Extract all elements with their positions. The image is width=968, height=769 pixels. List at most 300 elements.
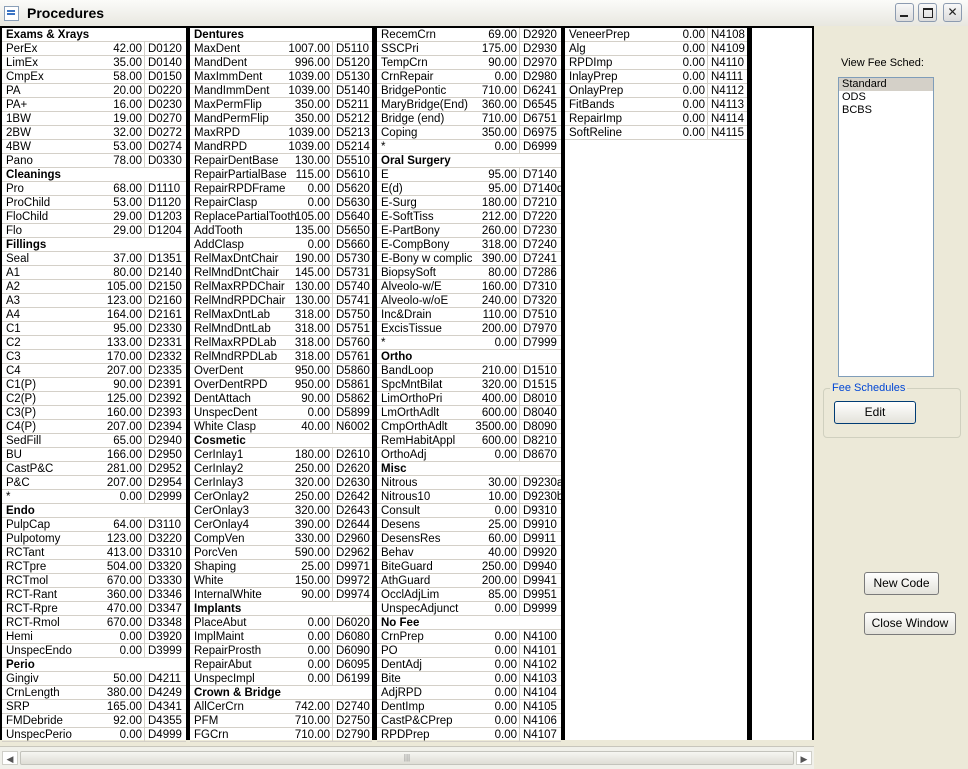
procedure-row[interactable]: [190, 56, 372, 70]
procedure-fee: 0.00: [494, 141, 517, 153]
procedure-row[interactable]: [565, 98, 747, 112]
procedure-row[interactable]: [377, 56, 561, 70]
procedure-description: SedFill: [6, 435, 42, 447]
procedure-code: D5130: [336, 71, 370, 83]
procedure-row[interactable]: [377, 728, 561, 742]
procedure-description: RPDImp: [569, 57, 613, 69]
category-header-row[interactable]: [190, 686, 372, 700]
procedure-row[interactable]: [377, 700, 561, 714]
procedure-row[interactable]: [190, 616, 372, 630]
procedure-description: UnspecImpl: [194, 673, 255, 685]
procedure-row[interactable]: [2, 602, 186, 616]
procedure-description: UnspecAdjunct: [381, 603, 459, 615]
procedure-row[interactable]: [377, 112, 561, 126]
procedure-fee: 950.00: [294, 365, 330, 377]
procedure-row[interactable]: [2, 448, 186, 462]
procedure-row[interactable]: [190, 644, 372, 658]
procedure-row[interactable]: [2, 630, 186, 644]
procedure-code: D0274: [148, 141, 182, 153]
procedure-row[interactable]: [2, 98, 186, 112]
procedure-row[interactable]: [2, 644, 186, 658]
procedure-row[interactable]: [377, 182, 564, 196]
procedure-row[interactable]: [377, 392, 561, 406]
procedure-fee: 390.00: [481, 253, 517, 265]
procedure-description: OverDentRPD: [194, 379, 268, 391]
procedure-row[interactable]: [190, 210, 372, 224]
procedure-row[interactable]: [2, 686, 186, 700]
procedure-row[interactable]: [565, 56, 747, 70]
fee-schedule-option[interactable]: Standard: [839, 78, 933, 91]
edit-button[interactable]: Edit: [834, 401, 916, 424]
procedure-row[interactable]: [2, 546, 186, 560]
procedure-description: MaxDent: [194, 43, 241, 55]
procedure-description: Pano: [6, 155, 33, 167]
procedure-fee: 16.00: [113, 99, 142, 111]
category-header-row[interactable]: [2, 28, 186, 42]
procedure-description: Pulpotomy: [6, 533, 61, 545]
procedure-row[interactable]: [190, 574, 372, 588]
procedure-row[interactable]: [377, 266, 561, 280]
procedure-fee: 135.00: [294, 225, 330, 237]
procedure-code: D5212: [336, 113, 370, 125]
procedure-row[interactable]: [2, 126, 186, 140]
procedure-code: D7240: [523, 239, 557, 251]
procedure-row[interactable]: [190, 322, 372, 336]
procedure-description: CerInlay3: [194, 477, 244, 489]
procedure-row[interactable]: [2, 490, 186, 504]
procedure-code: D5860: [336, 365, 370, 377]
procedure-row[interactable]: [377, 630, 561, 644]
procedure-row[interactable]: [190, 70, 372, 84]
procedure-description: 2BW: [6, 127, 31, 139]
procedure-row[interactable]: [377, 518, 561, 532]
procedure-code: D0272: [148, 127, 182, 139]
procedure-row[interactable]: [2, 140, 186, 154]
procedure-row[interactable]: [377, 308, 561, 322]
procedure-row[interactable]: [190, 42, 372, 56]
procedure-row[interactable]: [2, 252, 186, 266]
procedure-code: D7230: [523, 225, 557, 237]
procedure-row[interactable]: [377, 28, 561, 42]
procedure-description: A2: [6, 281, 21, 293]
procedure-description: MandRPD: [194, 141, 248, 153]
procedure-fee: 25.00: [488, 519, 517, 531]
procedure-fee: 318.00: [294, 337, 330, 349]
procedure-row[interactable]: [190, 560, 372, 574]
procedure-row[interactable]: [2, 224, 186, 238]
procedure-row[interactable]: [190, 532, 372, 546]
procedure-row[interactable]: [377, 658, 561, 672]
procedure-fee: 20.00: [113, 85, 142, 97]
procedure-description: BandLoop: [381, 365, 434, 377]
procedure-row[interactable]: [565, 28, 747, 42]
procedure-row[interactable]: [377, 602, 561, 616]
procedure-row[interactable]: [377, 686, 561, 700]
procedure-code: D1203: [148, 211, 182, 223]
procedure-row[interactable]: [190, 364, 372, 378]
procedure-code: D9911: [523, 533, 557, 545]
procedure-row[interactable]: [377, 406, 561, 420]
procedure-row[interactable]: [377, 588, 561, 602]
procedure-row[interactable]: [190, 476, 372, 490]
procedure-row[interactable]: [2, 196, 186, 210]
procedure-code: N4112: [711, 85, 745, 97]
procedure-row[interactable]: [2, 364, 186, 378]
procedure-row[interactable]: [190, 490, 372, 504]
procedure-row[interactable]: [190, 140, 372, 154]
procedure-description: CmpOrthAdlt: [381, 421, 448, 433]
procedure-row[interactable]: [190, 112, 372, 126]
procedure-description: Nitrous10: [381, 491, 431, 503]
procedure-row[interactable]: [2, 420, 186, 434]
procedure-row[interactable]: [190, 294, 372, 308]
procedure-fee: 0.00: [682, 113, 705, 125]
procedure-row[interactable]: [377, 504, 561, 518]
procedure-description: Alveolo-w/oE: [381, 295, 449, 307]
scroll-right-icon[interactable]: ▶: [796, 751, 812, 765]
procedure-row[interactable]: [190, 336, 372, 350]
procedure-row[interactable]: [2, 728, 186, 742]
procedure-row[interactable]: [377, 644, 561, 658]
procedure-row[interactable]: [377, 364, 561, 378]
procedure-row[interactable]: [2, 70, 186, 84]
procedure-row[interactable]: [190, 462, 372, 476]
category-header-row[interactable]: [2, 658, 186, 672]
procedure-fee: 320.00: [294, 477, 330, 489]
procedure-code: D5610: [336, 169, 370, 181]
procedure-fee: 0.00: [494, 337, 517, 349]
procedure-description: C2: [6, 337, 21, 349]
procedure-row[interactable]: [190, 588, 372, 602]
category-header-row[interactable]: [190, 602, 372, 616]
procedure-row[interactable]: [377, 84, 561, 98]
procedure-code: D8210: [523, 435, 557, 447]
category-header: Endo: [6, 505, 35, 517]
procedure-row[interactable]: [2, 672, 186, 686]
procedure-code: N4102: [523, 659, 557, 671]
procedure-row[interactable]: [377, 574, 561, 588]
procedure-row[interactable]: [377, 546, 561, 560]
procedure-code: D5620: [336, 183, 370, 195]
category-header: No Fee: [381, 617, 420, 629]
procedure-row[interactable]: [377, 448, 561, 462]
close-window-button[interactable]: Close Window: [864, 612, 956, 635]
category-header-row[interactable]: [2, 504, 186, 518]
procedure-code: D5510: [336, 155, 370, 167]
procedure-fee: 40.00: [301, 421, 330, 433]
procedure-row[interactable]: [2, 112, 186, 126]
procedure-fee: 64.00: [113, 519, 142, 531]
procedure-code: D1510: [523, 365, 557, 377]
procedure-row[interactable]: [377, 336, 561, 350]
category-header-row[interactable]: [2, 168, 186, 182]
procedure-row[interactable]: [2, 56, 186, 70]
procedure-description: *: [381, 141, 386, 153]
procedure-description: RPDPrep: [381, 729, 430, 741]
procedure-row[interactable]: [377, 168, 561, 182]
procedure-row[interactable]: [565, 84, 747, 98]
procedure-fee: 318.00: [294, 323, 330, 335]
procedure-row[interactable]: [190, 266, 372, 280]
procedure-code: N4113: [711, 99, 745, 111]
procedure-row[interactable]: [2, 182, 186, 196]
procedure-row[interactable]: [190, 182, 372, 196]
procedure-row[interactable]: [2, 350, 186, 364]
procedure-row[interactable]: [377, 378, 561, 392]
procedure-fee: 123.00: [106, 533, 142, 545]
procedure-code: D9230a: [523, 477, 564, 489]
procedure-code: D4211: [148, 673, 182, 685]
procedure-code: D6090: [336, 645, 370, 657]
procedure-fee: 175.00: [481, 43, 517, 55]
procedure-row[interactable]: [190, 378, 372, 392]
procedure-fee: 90.00: [488, 57, 517, 69]
procedure-code: D5760: [336, 337, 370, 349]
procedure-row[interactable]: [2, 294, 186, 308]
procedure-code: D2750: [336, 715, 370, 727]
procedure-row[interactable]: [377, 252, 561, 266]
scroll-thumb[interactable]: |||: [20, 751, 794, 765]
procedure-row[interactable]: [2, 336, 186, 350]
procedure-fee: 190.00: [294, 253, 330, 265]
procedure-row[interactable]: [2, 700, 186, 714]
maximize-button[interactable]: [918, 3, 937, 22]
procedure-fee: 470.00: [106, 603, 142, 615]
procedure-code: D2999: [148, 491, 182, 503]
procedure-fee: 53.00: [113, 141, 142, 153]
fee-schedule-option[interactable]: BCBS: [842, 104, 872, 116]
procedure-row[interactable]: [377, 714, 561, 728]
procedure-row[interactable]: [190, 518, 372, 532]
procedure-description: DesensRes: [381, 533, 441, 545]
procedure-fee: 150.00: [294, 575, 330, 587]
category-header-row[interactable]: [190, 434, 372, 448]
procedure-fee: 164.00: [106, 309, 142, 321]
procedure-row[interactable]: [2, 574, 186, 588]
procedure-description: C1: [6, 323, 21, 335]
category-header-row[interactable]: [2, 238, 186, 252]
procedure-description: CerOnlay4: [194, 519, 249, 531]
procedure-description: CastP&C: [6, 463, 54, 475]
procedure-row[interactable]: [190, 126, 372, 140]
procedure-description: MaxPermFlip: [194, 99, 262, 111]
procedure-row[interactable]: [377, 98, 561, 112]
horizontal-scrollbar[interactable]: [0, 746, 814, 769]
procedure-fee: 165.00: [106, 701, 142, 713]
procedure-description: C3(P): [6, 407, 37, 419]
procedure-row[interactable]: [377, 280, 561, 294]
procedure-row[interactable]: [190, 224, 372, 238]
procedure-fee: 0.00: [494, 715, 517, 727]
procedure-fee: 1039.00: [288, 141, 330, 153]
category-header: Oral Surgery: [381, 155, 451, 167]
procedure-row[interactable]: [377, 126, 561, 140]
procedure-row[interactable]: [2, 588, 186, 602]
procedure-row[interactable]: [2, 154, 186, 168]
procedure-row[interactable]: [190, 280, 372, 294]
procedure-fee: 0.00: [307, 183, 330, 195]
fee-schedule-listbox[interactable]: [838, 77, 934, 377]
procedure-fee: 90.00: [301, 393, 330, 405]
close-window-x-button[interactable]: ✕: [943, 3, 962, 22]
procedure-code: D0120: [148, 43, 182, 55]
procedure-code: D7241: [523, 253, 557, 265]
procedure-code: D7286: [523, 267, 557, 279]
procedure-row[interactable]: [377, 420, 561, 434]
procedure-description: OcclAdjLim: [381, 589, 440, 601]
procedure-code: D2970: [523, 57, 557, 69]
procedure-row[interactable]: [2, 42, 186, 56]
procedure-fee: 320.00: [294, 505, 330, 517]
procedure-row[interactable]: [190, 252, 372, 266]
category-header-row[interactable]: [377, 154, 561, 168]
procedure-row[interactable]: [2, 308, 186, 322]
procedure-row[interactable]: [2, 84, 186, 98]
procedure-row[interactable]: [190, 420, 372, 434]
procedure-fee: 0.00: [119, 631, 142, 643]
procedure-code: D6199: [336, 673, 370, 685]
procedure-code: D0230: [148, 99, 182, 111]
procedure-fee: 207.00: [106, 421, 142, 433]
procedure-description: Nitrous: [381, 477, 418, 489]
procedure-description: RepairProsth: [194, 645, 262, 657]
procedure-row[interactable]: [565, 126, 747, 140]
procedure-code: D7320: [523, 295, 557, 307]
procedure-description: CastP&CPrep: [381, 715, 453, 727]
procedure-row[interactable]: [377, 322, 561, 336]
procedure-description: RelMndRPDLab: [194, 351, 278, 363]
procedure-description: LimEx: [6, 57, 38, 69]
procedure-row[interactable]: [190, 630, 372, 644]
procedure-fee: 0.00: [682, 43, 705, 55]
procedure-row[interactable]: [377, 196, 561, 210]
procedure-row[interactable]: [565, 112, 747, 126]
procedure-code: D5630: [336, 197, 370, 209]
procedure-code: D2644: [336, 519, 370, 531]
procedure-row[interactable]: [190, 504, 372, 518]
procedure-row[interactable]: [2, 210, 186, 224]
procedure-description: FitBands: [569, 99, 615, 111]
category-header-row[interactable]: [190, 28, 372, 42]
window-title: Procedures: [27, 5, 105, 21]
minimize-button[interactable]: [895, 3, 914, 22]
procedure-row[interactable]: [2, 280, 186, 294]
category-header-row[interactable]: [377, 616, 561, 630]
procedure-row[interactable]: [190, 196, 372, 210]
procedure-row[interactable]: [2, 378, 186, 392]
procedure-code: D2394: [148, 421, 182, 433]
procedure-row[interactable]: [2, 434, 186, 448]
procedure-row[interactable]: [190, 728, 372, 742]
new-code-button[interactable]: New Code: [864, 572, 939, 595]
procedure-row[interactable]: [377, 210, 561, 224]
procedure-row[interactable]: [190, 84, 372, 98]
procedure-code: D9974: [336, 589, 370, 601]
procedure-row[interactable]: [190, 672, 372, 686]
procedure-row[interactable]: [2, 322, 186, 336]
procedure-fee: 125.00: [106, 393, 142, 405]
procedure-row[interactable]: [190, 168, 372, 182]
procedure-row[interactable]: [377, 476, 564, 490]
procedure-row[interactable]: [377, 42, 561, 56]
category-header-row[interactable]: [377, 350, 561, 364]
procedure-row[interactable]: [190, 546, 372, 560]
procedure-row[interactable]: [190, 658, 372, 672]
category-header-row[interactable]: [377, 462, 561, 476]
procedure-fee: 1039.00: [288, 71, 330, 83]
fee-schedule-option[interactable]: ODS: [842, 91, 866, 103]
procedure-column-4: [565, 28, 747, 740]
procedure-row[interactable]: [190, 154, 372, 168]
procedure-code: D1120: [148, 197, 182, 209]
procedure-row[interactable]: [2, 560, 186, 574]
procedure-row[interactable]: [377, 70, 561, 84]
procedure-row[interactable]: [190, 700, 372, 714]
procedure-row[interactable]: [377, 490, 564, 504]
procedure-row[interactable]: [190, 714, 372, 728]
procedure-code: D7510: [523, 309, 557, 321]
procedure-row[interactable]: [377, 560, 561, 574]
procedure-row[interactable]: [565, 42, 747, 56]
procedure-row[interactable]: [2, 462, 186, 476]
procedure-fee: 65.00: [113, 435, 142, 447]
procedure-code: D5640: [336, 211, 370, 223]
scroll-left-icon[interactable]: ◀: [2, 751, 18, 765]
procedure-row[interactable]: [2, 266, 186, 280]
procedure-fee: 0.00: [494, 645, 517, 657]
procedure-code: D0220: [148, 85, 182, 97]
procedure-code: D3330: [148, 575, 182, 587]
procedure-row[interactable]: [377, 238, 561, 252]
procedure-description: RCTmol: [6, 575, 49, 587]
procedure-code: D9940: [523, 561, 557, 573]
procedure-description: SSCPri: [381, 43, 419, 55]
procedure-row[interactable]: [377, 672, 561, 686]
procedure-row[interactable]: [2, 714, 186, 728]
procedure-code: N4107: [523, 729, 557, 741]
procedure-row[interactable]: [190, 308, 372, 322]
procedure-row[interactable]: [2, 532, 186, 546]
procedure-row[interactable]: [2, 406, 186, 420]
procedure-description: E(d): [381, 183, 403, 195]
procedure-row[interactable]: [377, 294, 561, 308]
procedure-fee: 0.00: [119, 491, 142, 503]
procedure-code: D6020: [336, 617, 370, 629]
procedure-row[interactable]: [2, 518, 186, 532]
procedure-row[interactable]: [565, 70, 747, 84]
procedure-row[interactable]: [377, 140, 561, 154]
procedure-row[interactable]: [2, 616, 186, 630]
procedure-description: Hemi: [6, 631, 33, 643]
procedure-row[interactable]: [190, 350, 372, 364]
procedure-row[interactable]: [190, 98, 372, 112]
procedure-row[interactable]: [190, 392, 372, 406]
procedure-description: Bridge (end): [381, 113, 445, 125]
procedure-description: P&C: [6, 477, 30, 489]
procedure-description: E: [381, 169, 389, 181]
procedure-row[interactable]: [377, 532, 561, 546]
procedure-code: D5761: [336, 351, 370, 363]
procedure-row[interactable]: [2, 392, 186, 406]
procedure-row[interactable]: [377, 224, 561, 238]
procedure-row[interactable]: [190, 406, 372, 420]
procedure-row[interactable]: [377, 434, 561, 448]
procedure-row[interactable]: [2, 476, 186, 490]
procedure-fee: 0.00: [119, 645, 142, 657]
procedure-row[interactable]: [190, 238, 372, 252]
procedure-row[interactable]: [190, 448, 372, 462]
procedure-fee: 0.00: [682, 71, 705, 83]
